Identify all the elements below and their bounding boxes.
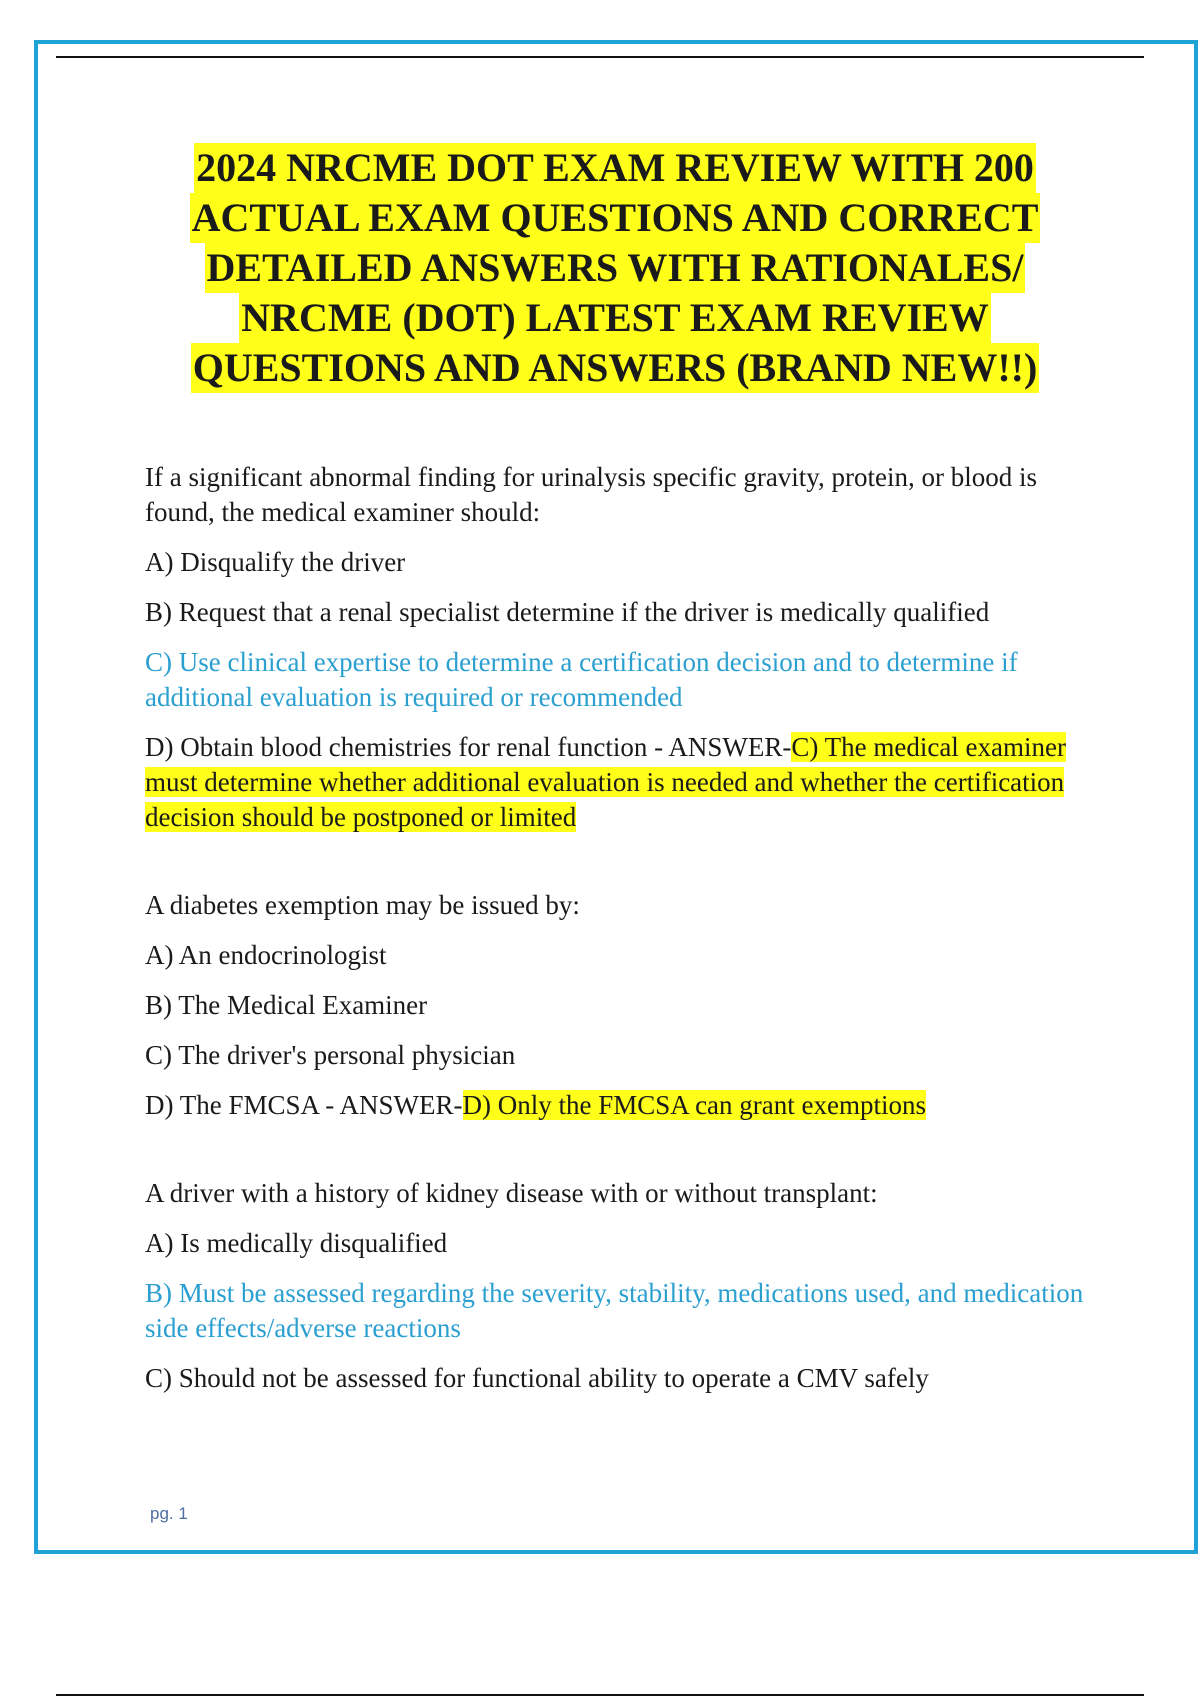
question-block	[145, 1176, 1090, 1396]
answer-option: A) Disqualify the driver	[145, 547, 406, 577]
header-rule	[56, 56, 1144, 58]
question-list	[145, 460, 1090, 1411]
answer-option: A) An endocrinologist	[145, 940, 387, 970]
highlighted-answer: D) Only the FMCSA can grant exemptions	[462, 1090, 926, 1120]
answer-option: C) Should not be assessed for functional ability to operate a CMV safely	[145, 1363, 929, 1393]
document-title	[120, 143, 1110, 393]
answer-option-with-answer	[145, 730, 1090, 835]
answer-option: C) The driver's personal physician	[145, 1040, 516, 1070]
title-line: NRCME (DOT) LATEST EXAM REVIEW	[239, 293, 990, 343]
correct-answer-option: C) Use clinical expertise to determine a certification decision and to determine if additional evaluation is required or recommended	[145, 647, 1018, 712]
next-page-rule	[56, 1694, 1144, 1696]
correct-answer-option: B) Must be assessed regarding the severity, stability, medications used, and medication side effects/adverse reactions	[145, 1278, 1084, 1343]
answer-option: A) Is medically disqualified	[145, 1228, 448, 1258]
question-block	[145, 460, 1090, 835]
answer-option-with-answer	[145, 1088, 1090, 1123]
title-line: ACTUAL EXAM QUESTIONS AND CORRECT	[190, 193, 1041, 243]
answer-option: B) Request that a renal specialist determine if the driver is medically qualified	[145, 597, 990, 627]
page-number: pg. 1	[150, 1504, 188, 1523]
answer-option: B) The Medical Examiner	[145, 990, 428, 1020]
question-block	[145, 888, 1090, 1123]
answer-option-text: D) Obtain blood chemistries for renal function - ANSWER-	[145, 732, 792, 762]
question-stem: If a significant abnormal finding for urinalysis specific gravity, protein, or blood is found, the medical examiner should:	[145, 462, 1038, 527]
question-stem: A driver with a history of kidney disease with or without transplant:	[145, 1178, 878, 1208]
highlighted-answer: C) The medical examiner must determine whether additional evaluation is needed and whether the certification decision should be postponed or limited	[145, 732, 1066, 832]
answer-option-text: D) The FMCSA - ANSWER-	[145, 1090, 463, 1120]
title-line: QUESTIONS AND ANSWERS (BRAND NEW!!)	[191, 343, 1040, 393]
title-line: 2024 NRCME DOT EXAM REVIEW WITH 200	[194, 143, 1036, 193]
question-stem: A diabetes exemption may be issued by:	[145, 890, 580, 920]
title-line: DETAILED ANSWERS WITH RATIONALES/	[205, 243, 1026, 293]
